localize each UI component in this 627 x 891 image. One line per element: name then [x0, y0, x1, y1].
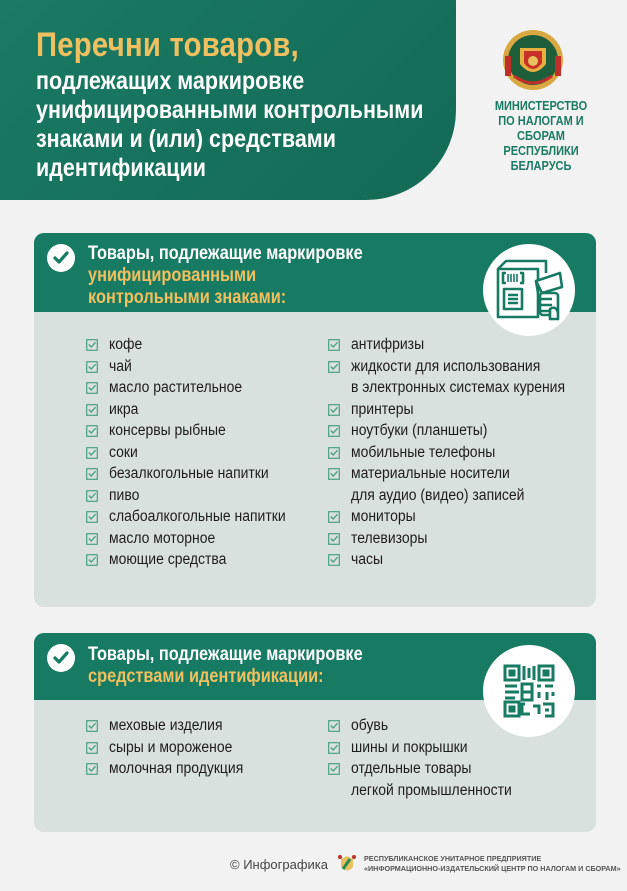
checkbox-icon: [328, 720, 340, 732]
list-item-text: масло растительное: [109, 379, 243, 396]
page-subtitle: [36, 67, 423, 183]
list-item-text: [351, 334, 424, 356]
list-item-text: [351, 506, 416, 528]
list-item: [328, 442, 589, 464]
list-item-text: [351, 758, 512, 801]
checkbox-icon: [328, 361, 340, 373]
publisher-logo-icon: [336, 853, 358, 875]
checkbox-icon: [86, 468, 98, 480]
list-item: [328, 528, 589, 550]
ministry-name: [475, 99, 607, 174]
check-circle-icon: [47, 244, 75, 272]
check-circle-icon: [47, 644, 75, 672]
list-item-text: консервы рыбные: [109, 422, 226, 439]
list-item-text: безалкогольные напитки: [109, 465, 269, 482]
list-item-text: меховые изделия: [109, 717, 223, 734]
checkbox-icon: [86, 447, 98, 459]
left-list: [86, 715, 258, 780]
subtitle-line: знаками и (или) средствами: [36, 125, 336, 153]
checkbox-icon: [86, 490, 98, 502]
footer: [230, 853, 621, 875]
section-title-yellow: средствами идентификации:: [88, 666, 324, 687]
list-item-text: [351, 356, 565, 399]
list-item-line: часы: [351, 551, 384, 568]
footer-copyright: © Инфографика: [230, 856, 329, 872]
qr-code-icon: [483, 645, 575, 737]
list-item: [86, 399, 305, 421]
checkbox-icon: [86, 511, 98, 523]
checkbox-icon: [328, 339, 340, 351]
list-item-text: [351, 463, 524, 506]
checkbox-icon: [86, 720, 98, 732]
section-title: [88, 644, 363, 688]
checkbox-icon: [328, 447, 340, 459]
list-item-text: [351, 715, 388, 737]
list-item: [328, 420, 589, 442]
list-item-line: для аудио (видео) записей: [351, 486, 525, 504]
list-item-text: соки: [109, 443, 138, 461]
list-item-line: жидкости для использования: [351, 357, 541, 375]
list-item-text: [351, 399, 414, 421]
footer-publisher: [364, 854, 621, 874]
list-item-line: шины и покрышки: [351, 738, 468, 756]
subtitle-line: подлежащих маркировке: [36, 67, 305, 95]
publisher-line: РЕСПУБЛИКАНСКОЕ УНИТАРНОЕ ПРЕДПРИЯТИЕ: [364, 854, 542, 863]
section-title-white: Товары, подлежащие маркировке: [88, 644, 363, 665]
list-item-line: обувь: [351, 717, 389, 734]
checkbox-icon: [86, 425, 98, 437]
section-title-white: Товары, подлежащие маркировке: [88, 243, 363, 264]
list-item: [328, 737, 530, 759]
list-item: [86, 549, 305, 571]
list-item-text: [351, 528, 427, 550]
list-item: [86, 715, 258, 737]
list-item: [328, 463, 589, 506]
list-item-text: сыры и мороженое: [109, 738, 233, 756]
list-item: [328, 758, 530, 801]
list-item: [86, 442, 305, 464]
checkbox-icon: [328, 468, 340, 480]
list-item: [328, 399, 589, 421]
list-item-line: принтеры: [351, 400, 414, 418]
list-item-text: кофе: [109, 336, 143, 353]
list-item-text: икра: [109, 400, 139, 418]
checkbox-icon: [328, 533, 340, 545]
subtitle-line: идентификации: [36, 154, 206, 182]
ministry-emblem-icon: [500, 26, 566, 92]
list-item: [86, 420, 305, 442]
checkbox-icon: [86, 361, 98, 373]
list-item-line: ноутбуки (планшеты): [351, 422, 488, 439]
checkbox-icon: [86, 404, 98, 416]
list-item-line: антифризы: [351, 336, 425, 353]
checkbox-icon: [86, 554, 98, 566]
list-item-text: моющие средства: [109, 551, 227, 568]
barcode-scanner-icon: [483, 244, 575, 336]
list-item: [328, 506, 589, 528]
checkbox-icon: [328, 511, 340, 523]
checkbox-icon: [86, 382, 98, 394]
checkbox-icon: [86, 763, 98, 775]
list-item: [86, 506, 305, 528]
list-item: [86, 356, 305, 378]
list-item: [328, 356, 589, 399]
list-item-line: в электронных системах курения: [351, 379, 566, 396]
checkbox-icon: [328, 404, 340, 416]
list-item: [86, 377, 305, 399]
page-title: Перечни товаров,: [36, 26, 300, 64]
list-item-line: мобильные телефоны: [351, 443, 496, 461]
checkbox-icon: [86, 339, 98, 351]
list-item-text: пиво: [109, 486, 140, 504]
list-item-text: [351, 442, 495, 464]
list-item-line: материальные носители: [351, 465, 510, 482]
subtitle-line: унифицированными контрольными: [36, 96, 424, 124]
list-item-text: молочная продукция: [109, 760, 244, 777]
left-list: [86, 334, 305, 571]
list-item-text: [351, 737, 468, 759]
checkbox-icon: [328, 554, 340, 566]
ministry-line: МИНИСТЕРСТВО: [494, 99, 588, 113]
list-item: [86, 737, 258, 759]
list-item-text: [351, 549, 383, 571]
list-item: [86, 528, 305, 550]
list-item-text: слабоалкогольные напитки: [109, 508, 286, 525]
section-title-yellow: унифицированными: [88, 265, 257, 286]
list-item: [86, 485, 305, 507]
list-item-text: чай: [109, 357, 132, 375]
right-list: [328, 334, 589, 571]
ministry-line: РЕСПУБЛИКИ БЕЛАРУСЬ: [503, 144, 579, 173]
list-item-line: легкой промышленности: [351, 781, 512, 799]
list-item-text: масло моторное: [109, 529, 216, 547]
checkbox-icon: [328, 425, 340, 437]
list-item: [328, 549, 589, 571]
list-item: [328, 334, 589, 356]
list-item: [86, 758, 258, 780]
publisher-line: «ИНФОРМАЦИОННО-ИЗДАТЕЛЬСКИЙ ЦЕНТР ПО НАЛОГАМ И СБОРАМ»: [364, 864, 621, 873]
right-list: [328, 715, 530, 801]
checkbox-icon: [328, 742, 340, 754]
section-title-yellow: контрольными знаками:: [88, 287, 287, 308]
list-item-line: отдельные товары: [351, 760, 472, 777]
hero-banner: [0, 0, 456, 200]
section-title: [88, 243, 363, 309]
checkbox-icon: [328, 763, 340, 775]
list-item: [86, 334, 305, 356]
checkbox-icon: [86, 742, 98, 754]
list-item: [86, 463, 305, 485]
checkbox-icon: [86, 533, 98, 545]
ministry-line: ПО НАЛОГАМ И СБОРАМ: [498, 114, 584, 143]
list-item-text: [351, 420, 487, 442]
list-item-line: телевизоры: [351, 529, 428, 547]
list-item-line: мониторы: [351, 508, 416, 525]
